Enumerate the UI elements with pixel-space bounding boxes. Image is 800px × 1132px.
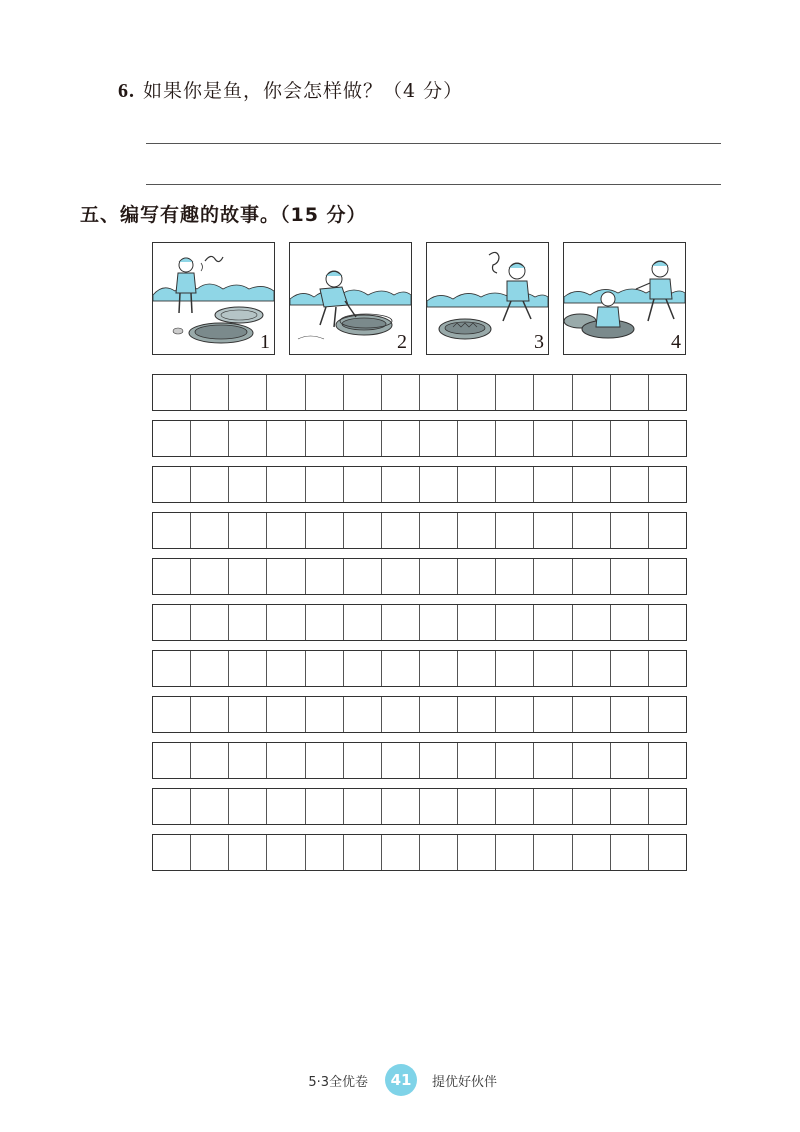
grid-cell[interactable] [382,513,420,548]
grid-cell[interactable] [649,467,686,502]
grid-cell[interactable] [649,835,686,870]
grid-cell[interactable] [458,559,496,594]
grid-cell[interactable] [191,835,229,870]
grid-cell[interactable] [267,835,305,870]
grid-cell[interactable] [306,743,344,778]
grid-cell[interactable] [611,421,649,456]
panel-2-illustration [290,243,411,354]
grid-cell[interactable] [306,651,344,686]
grid-cell[interactable] [573,513,611,548]
grid-cell[interactable] [267,513,305,548]
grid-cell[interactable] [420,559,458,594]
grid-cell[interactable] [344,697,382,732]
grid-cell[interactable] [534,651,572,686]
grid-cell[interactable] [420,835,458,870]
grid-cell[interactable] [191,513,229,548]
grid-cell[interactable] [382,651,420,686]
grid-row [152,558,687,595]
grid-cell[interactable] [611,651,649,686]
grid-cell[interactable] [382,375,420,410]
panel-1-illustration [153,243,274,354]
grid-cell[interactable] [306,789,344,824]
grid-cell[interactable] [611,743,649,778]
grid-cell[interactable] [267,605,305,640]
grid-cell[interactable] [534,559,572,594]
grid-cell[interactable] [306,375,344,410]
grid-cell[interactable] [229,421,267,456]
grid-cell[interactable] [496,789,534,824]
grid-cell[interactable] [344,559,382,594]
grid-row [152,834,687,871]
grid-cell[interactable] [611,467,649,502]
grid-cell[interactable] [420,467,458,502]
grid-cell[interactable] [344,789,382,824]
grid-cell[interactable] [267,467,305,502]
grid-cell[interactable] [267,697,305,732]
grid-cell[interactable] [573,835,611,870]
grid-cell[interactable] [153,421,191,456]
grid-cell[interactable] [191,651,229,686]
grid-cell[interactable] [649,743,686,778]
grid-cell[interactable] [458,835,496,870]
grid-cell[interactable] [382,789,420,824]
grid-cell[interactable] [229,513,267,548]
grid-row [152,374,687,411]
grid-cell[interactable] [267,559,305,594]
grid-cell[interactable] [573,375,611,410]
grid-cell[interactable] [191,743,229,778]
page-footer [0,1062,800,1098]
grid-cell[interactable] [534,467,572,502]
grid-row [152,512,687,549]
grid-cell[interactable] [229,467,267,502]
grid-cell[interactable] [573,651,611,686]
grid-cell[interactable] [649,789,686,824]
grid-cell[interactable] [229,651,267,686]
grid-cell[interactable] [420,605,458,640]
grid-cell[interactable] [534,513,572,548]
grid-cell[interactable] [534,605,572,640]
grid-cell[interactable] [496,513,534,548]
grid-cell[interactable] [458,375,496,410]
grid-cell[interactable] [229,789,267,824]
grid-cell[interactable] [191,697,229,732]
grid-cell[interactable] [153,375,191,410]
grid-row [152,466,687,503]
panel-number: 2 [397,331,407,353]
grid-cell[interactable] [153,789,191,824]
grid-cell[interactable] [191,467,229,502]
grid-cell[interactable] [420,743,458,778]
grid-cell[interactable] [420,697,458,732]
panel-number: 4 [671,331,681,353]
grid-cell[interactable] [344,375,382,410]
grid-cell[interactable] [420,651,458,686]
grid-cell[interactable] [611,559,649,594]
grid-cell[interactable] [267,375,305,410]
grid-cell[interactable] [573,421,611,456]
grid-cell[interactable] [458,789,496,824]
grid-cell[interactable] [382,559,420,594]
story-panel-1 [152,242,275,355]
story-panel-4 [563,242,686,355]
grid-cell[interactable] [229,835,267,870]
grid-cell[interactable] [153,513,191,548]
answer-line-2 [146,184,721,185]
writing-grid[interactable] [152,374,687,880]
grid-cell[interactable] [611,697,649,732]
grid-cell[interactable] [306,421,344,456]
grid-cell[interactable] [496,697,534,732]
grid-cell[interactable] [229,559,267,594]
grid-cell[interactable] [611,835,649,870]
story-panel-2 [289,242,412,355]
page-number-badge: 41 [385,1064,417,1096]
grid-cell[interactable] [267,789,305,824]
grid-row [152,788,687,825]
footer-brand: 5·3全优卷 [308,1075,368,1090]
grid-cell[interactable] [153,835,191,870]
grid-cell[interactable] [306,835,344,870]
grid-cell[interactable] [649,651,686,686]
grid-cell[interactable] [534,697,572,732]
grid-cell[interactable] [458,651,496,686]
grid-cell[interactable] [496,467,534,502]
grid-cell[interactable] [344,651,382,686]
grid-cell[interactable] [649,605,686,640]
grid-cell[interactable] [573,559,611,594]
panel-3-illustration [427,243,548,354]
grid-cell[interactable] [306,559,344,594]
grid-cell[interactable] [229,375,267,410]
grid-cell[interactable] [153,605,191,640]
story-panel-3 [426,242,549,355]
grid-cell[interactable] [382,697,420,732]
grid-cell[interactable] [153,467,191,502]
grid-row [152,650,687,687]
question-number: 6. [118,80,135,102]
grid-cell[interactable] [382,835,420,870]
grid-cell[interactable] [153,559,191,594]
grid-cell[interactable] [382,743,420,778]
grid-cell[interactable] [229,605,267,640]
grid-cell[interactable] [611,375,649,410]
grid-cell[interactable] [496,421,534,456]
grid-cell[interactable] [191,789,229,824]
grid-cell[interactable] [496,559,534,594]
question-6 [118,76,463,103]
grid-cell[interactable] [458,605,496,640]
grid-cell[interactable] [420,375,458,410]
grid-cell[interactable] [611,513,649,548]
grid-cell[interactable] [420,513,458,548]
grid-cell[interactable] [534,835,572,870]
grid-cell[interactable] [229,697,267,732]
grid-cell[interactable] [344,605,382,640]
grid-cell[interactable] [306,467,344,502]
grid-cell[interactable] [344,467,382,502]
panel-4-illustration [564,243,685,354]
grid-cell[interactable] [534,743,572,778]
grid-cell[interactable] [191,559,229,594]
grid-cell[interactable] [496,743,534,778]
answer-line-1 [146,143,721,144]
grid-cell[interactable] [267,743,305,778]
grid-row [152,696,687,733]
grid-cell[interactable] [458,421,496,456]
grid-cell[interactable] [496,651,534,686]
panel-number: 1 [260,331,270,353]
grid-cell[interactable] [649,421,686,456]
grid-cell[interactable] [573,605,611,640]
grid-cell[interactable] [458,743,496,778]
grid-cell[interactable] [458,513,496,548]
grid-row [152,420,687,457]
grid-cell[interactable] [496,605,534,640]
grid-cell[interactable] [191,375,229,410]
grid-cell[interactable] [191,421,229,456]
grid-cell[interactable] [458,467,496,502]
grid-cell[interactable] [382,605,420,640]
grid-cell[interactable] [611,605,649,640]
grid-cell[interactable] [649,375,686,410]
grid-cell[interactable] [573,697,611,732]
grid-cell[interactable] [306,697,344,732]
grid-cell[interactable] [534,375,572,410]
grid-cell[interactable] [496,375,534,410]
grid-cell[interactable] [344,513,382,548]
question-text: 如果你是鱼，你会怎样做？（4 分） [143,80,464,102]
grid-cell[interactable] [267,651,305,686]
grid-cell[interactable] [420,421,458,456]
grid-cell[interactable] [534,421,572,456]
grid-row [152,742,687,779]
grid-cell[interactable] [573,743,611,778]
grid-cell[interactable] [191,605,229,640]
grid-cell[interactable] [649,513,686,548]
grid-cell[interactable] [306,605,344,640]
panel-number: 3 [534,331,544,353]
grid-row [152,604,687,641]
grid-cell[interactable] [534,789,572,824]
grid-cell[interactable] [611,789,649,824]
grid-cell[interactable] [153,743,191,778]
grid-cell[interactable] [382,421,420,456]
grid-cell[interactable] [306,513,344,548]
grid-cell[interactable] [496,835,534,870]
footer-slogan: 提优好伙伴 [432,1075,498,1090]
grid-cell[interactable] [649,559,686,594]
grid-cell[interactable] [420,789,458,824]
grid-cell[interactable] [573,467,611,502]
grid-cell[interactable] [649,697,686,732]
grid-cell[interactable] [344,421,382,456]
grid-cell[interactable] [153,697,191,732]
grid-cell[interactable] [267,421,305,456]
grid-cell[interactable] [458,697,496,732]
grid-cell[interactable] [153,651,191,686]
grid-cell[interactable] [573,789,611,824]
grid-cell[interactable] [382,467,420,502]
section-title: 五、编写有趣的故事。（15 分） [80,204,367,226]
grid-cell[interactable] [344,835,382,870]
grid-cell[interactable] [344,743,382,778]
grid-cell[interactable] [229,743,267,778]
